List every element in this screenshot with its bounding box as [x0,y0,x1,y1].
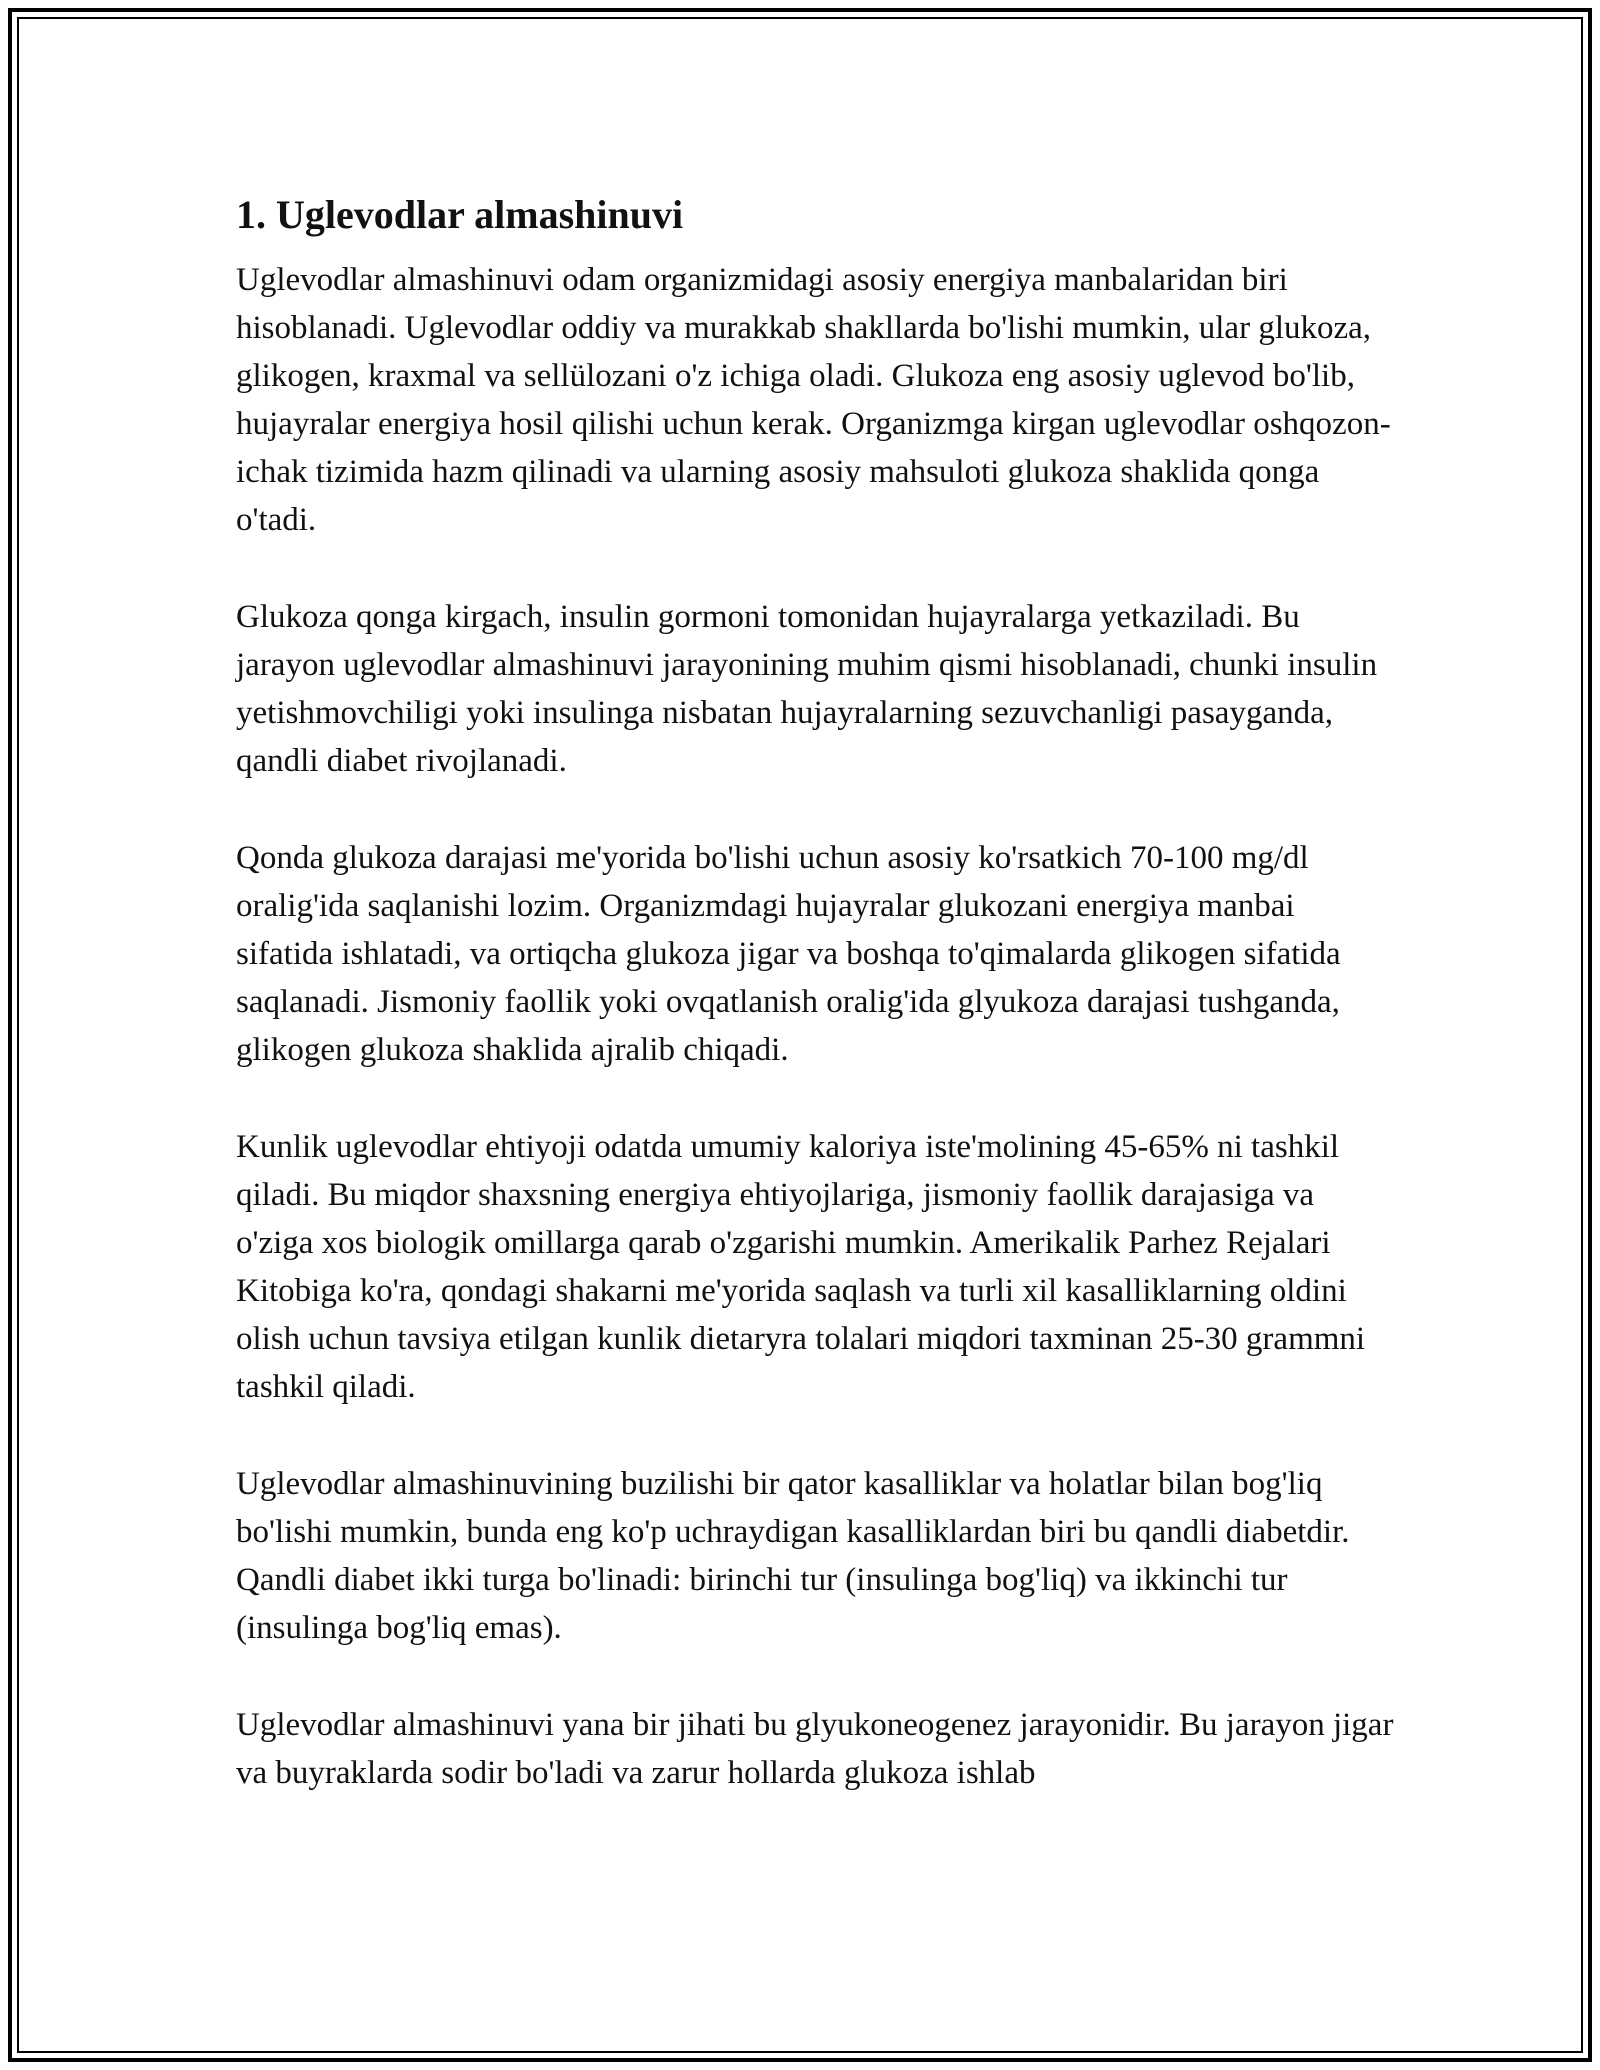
paragraph: Kunlik uglevodlar ehtiyoji odatda umumiy kaloriya iste'molining 45-65% ni tashkil qiladi. Bu miqdor shaxsning energiya ehtiyojlariga, jismoniy faollik darajasiga va o'ziga xos biologik omillarga qarab o'zgarishi mumkin. Amerikalik Parhez Rejalari Kitobiga ko'ra, qondagi shakarni me'yorida saqlash va turli xil kasalliklarning oldini olish uchun tavsiya etilgan kunlik dietaryra tolalari miqdori taxminan 25-30 grammni tashkil qiladi. [236,1129,1366,1405]
document-body [236,188,1396,1846]
paragraph: Qonda glukoza darajasi me'yorida bo'lishi uchun asosiy ko'rsatkich 70-100 mg/dl oralig'ida saqlanishi lozim. Organizmdagi hujayralar glukozani energiya manbai sifatida ishlatadi, va ortiqcha glukoza jigar va boshqa to'qimalarda glikogen sifatida saqlanadi. Jismoniy faollik yoki ovqatlanish oralig'ida glyukoza darajasi tushganda, glikogen glukoza shaklida ajralib chiqadi. [236,840,1341,1068]
paragraph: Uglevodlar almashinuvining buzilishi bir qator kasalliklar va holatlar bilan bog'liq bo'lishi mumkin, bunda eng ko'p uchraydigan kasalliklardan biri bu qandli diabetdir. Qandli diabet ikki turga bo'linadi: birinchi tur (insulinga bog'liq) va ikkinchi tur (insulinga bog'liq emas). [236,1466,1350,1646]
paragraph: Glukoza qonga kirgach, insulin gormoni tomonidan hujayralarga yetkaziladi. Bu jarayon uglevodlar almashinuvi jarayonining muhim qismi hisoblanadi, chunki insulin yetishmovchiligi yoki insulinga nisbatan hujayralarning sezuvchanligi pasayganda, qandli diabet rivojlanadi. [236,599,1378,779]
paragraph: Uglevodlar almashinuvi odam organizmidagi asosiy energiya manbalaridan biri hisoblanadi. Uglevodlar oddiy va murakkab shakllarda bo'lishi mumkin, ular glukoza, glikogen, kraxmal va sellülozani o'z ichiga oladi. Glukoza eng asosiy uglevod bo'lib, hujayralar energiya hosil qilishi uchun kerak. Organizmga kirgan uglevodlar oshqozon-ichak tizimida hazm qilinadi va ularning asosiy mahsuloti glukoza shaklida qonga o'tadi. [236,262,1391,538]
section-heading: 1. Uglevodlar almashinuvi [236,192,684,237]
paragraph: Uglevodlar almashinuvi yana bir jihati bu glyukoneogenez jarayonidir. Bu jarayon jigar va buyraklarda sodir bo'ladi va zarur hollarda glukoza ishlab [236,1707,1394,1791]
